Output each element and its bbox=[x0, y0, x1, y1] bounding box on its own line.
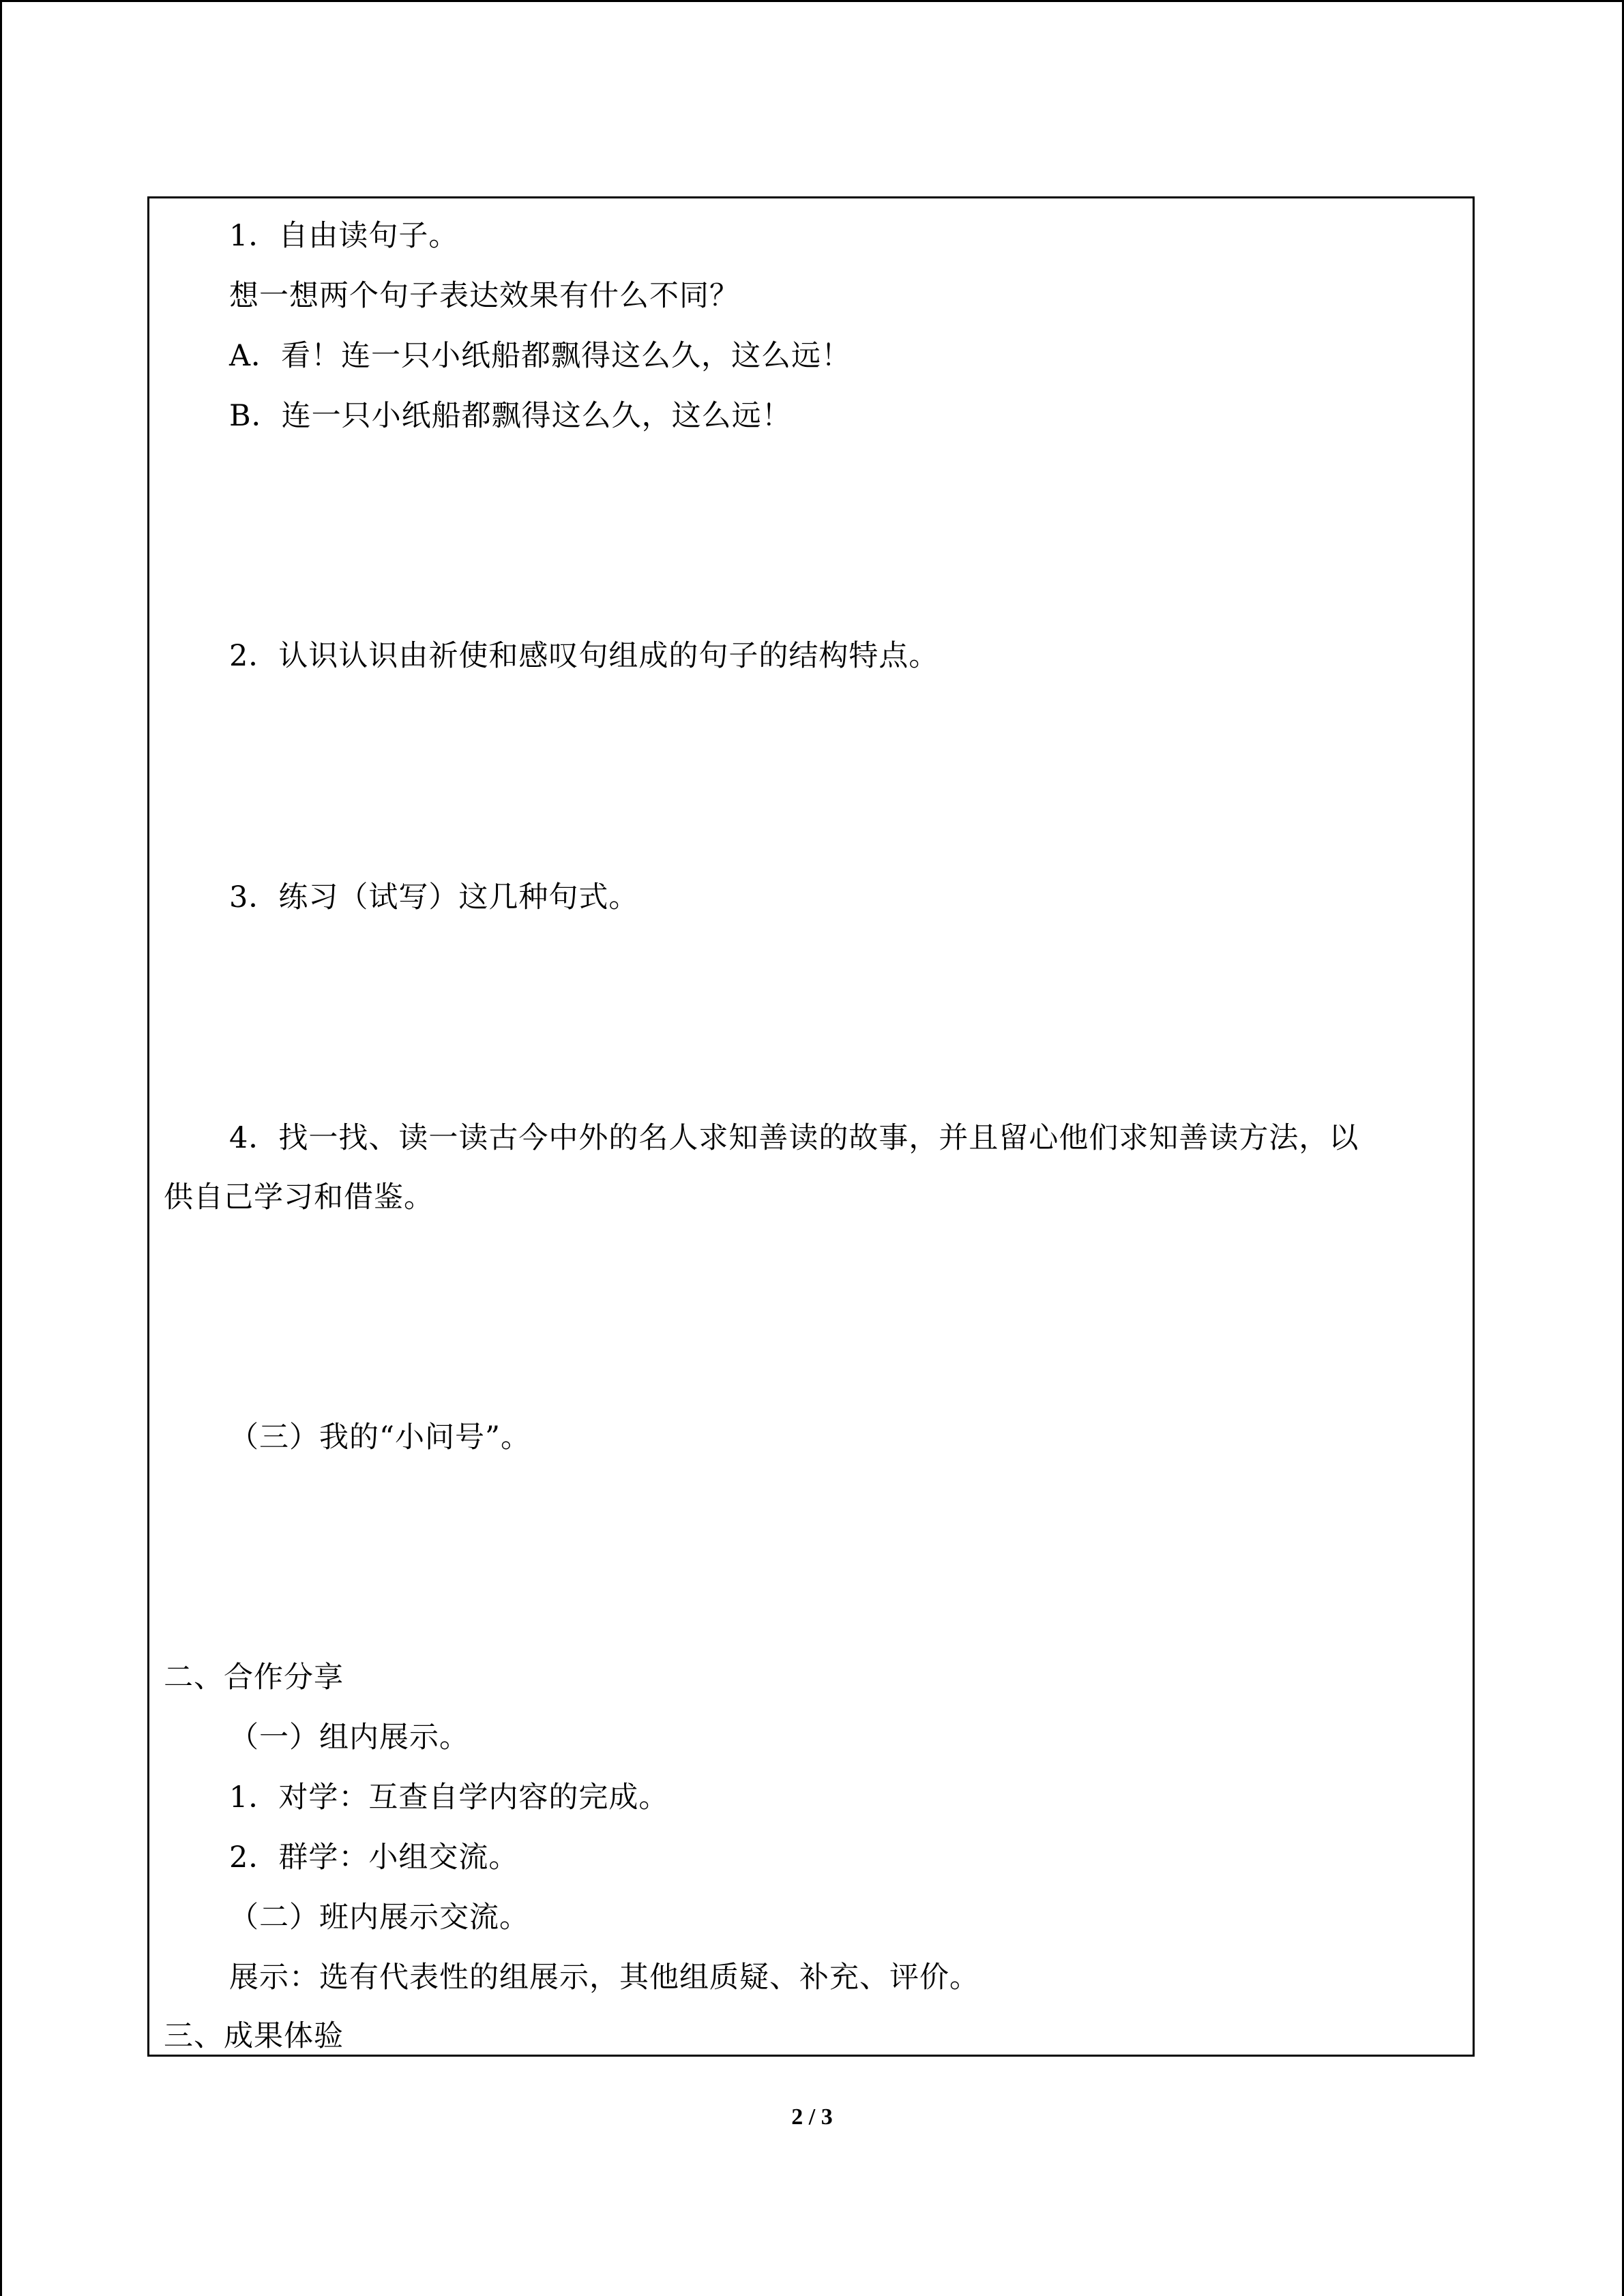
section-heading-2: 二、合作分享 bbox=[164, 1660, 344, 1695]
text-line-1: 1．自由读句子。 bbox=[229, 219, 459, 253]
text-line-14: （二）班内展示交流。 bbox=[229, 1900, 529, 1935]
text-line-5: 2．认识认识由祈使和感叹句组成的句子的结构特点。 bbox=[229, 639, 939, 673]
text-line-6: 3．练习（试写）这几种句式。 bbox=[229, 880, 639, 914]
page-frame-top bbox=[0, 0, 1624, 2]
page-frame-left bbox=[0, 0, 2, 2296]
text-line-4: B．连一只小纸船都飘得这么久，这么远！ bbox=[229, 399, 792, 433]
section-heading-3: 三、成果体验 bbox=[164, 2019, 344, 2053]
text-line-9: （三）我的“小问号”。 bbox=[229, 1420, 531, 1455]
text-line-2: 想一想两个句子表达效果有什么不同？ bbox=[229, 279, 739, 313]
text-line-12: 1．对学：互查自学内容的完成。 bbox=[229, 1780, 669, 1815]
text-line-13: 2．群学：小组交流。 bbox=[229, 1840, 519, 1875]
text-line-8: 供自己学习和借鉴。 bbox=[164, 1180, 434, 1214]
text-line-11: （一）组内展示。 bbox=[229, 1720, 469, 1755]
text-line-15: 展示：选有代表性的组展示，其他组质疑、补充、评价。 bbox=[229, 1960, 979, 1995]
text-line-7: 4．找一找、读一读古今中外的名人求知善读的故事，并且留心他们求知善读方法，以 bbox=[229, 1121, 1359, 1155]
text-line-3: A．看！连一只小纸船都飘得这么久，这么远！ bbox=[229, 339, 852, 373]
page-number: 2 / 3 bbox=[791, 2104, 833, 2130]
